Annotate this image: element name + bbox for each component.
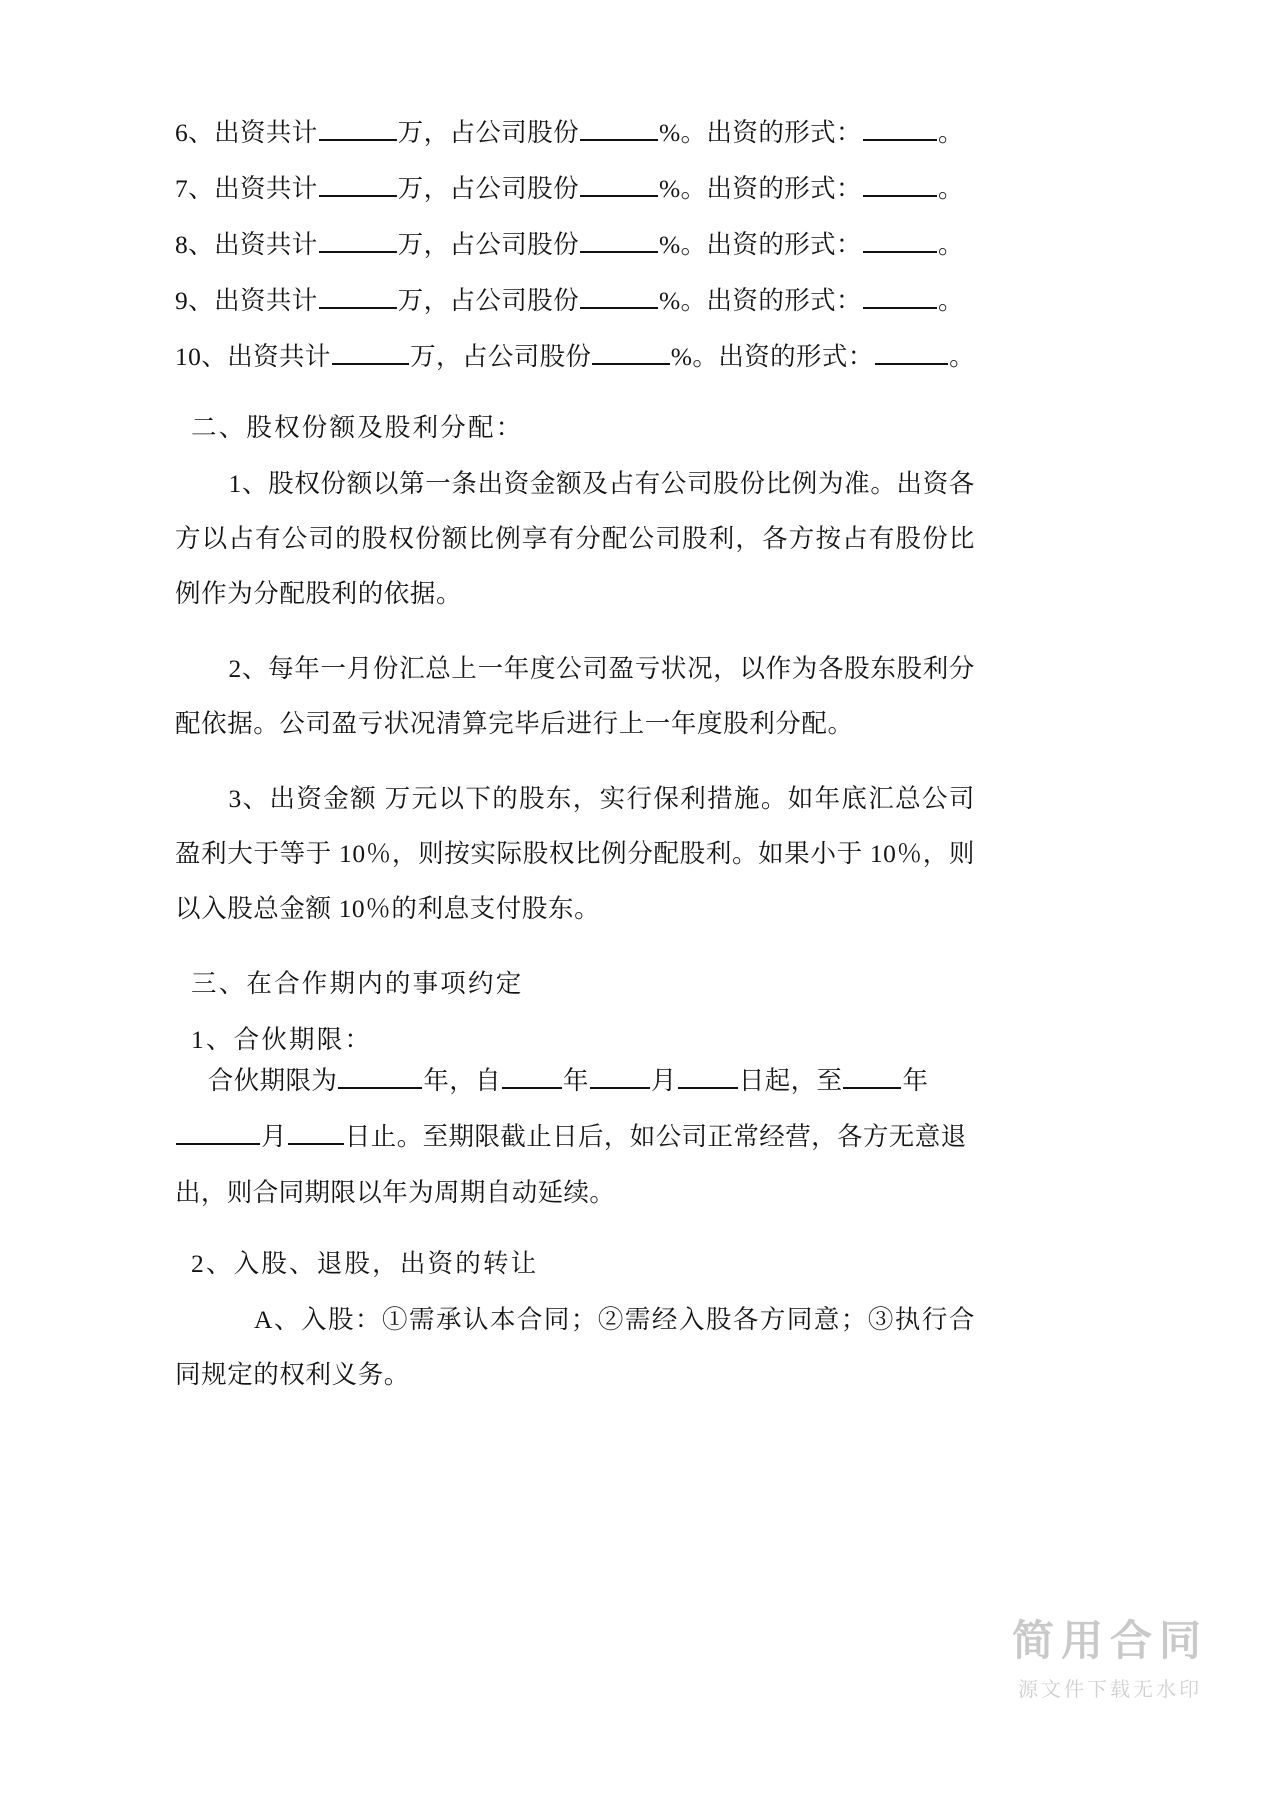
term-end-month-blank[interactable]: [176, 1127, 260, 1145]
capital-item-index: 8、: [175, 230, 215, 259]
term-end-year-blank[interactable]: [843, 1071, 901, 1089]
partnership-term-line-3: [175, 1180, 975, 1236]
capital-form-blank[interactable]: [863, 235, 937, 253]
capital-item-text-1: 出资共计: [214, 230, 318, 259]
capital-amount-blank[interactable]: [319, 291, 397, 309]
capital-item-text-3: %。出资的形式：: [658, 174, 862, 203]
capital-item-text-2: 万，占公司股份: [397, 174, 579, 203]
section-two-item-1: 1、股权份额以第一条出资金额及占有公司股份比例为准。出资各方以占有公司的股权份额比例享有分配公司股利，各方按占有股份比例作为分配股利的依据。: [175, 469, 975, 608]
term-text-7: 月: [261, 1122, 287, 1151]
capital-percent-blank[interactable]: [580, 291, 658, 309]
capital-amount-blank[interactable]: [332, 347, 409, 365]
capital-amount-blank[interactable]: [319, 235, 397, 253]
capital-item-row: [175, 120, 975, 176]
section-three-item2-title: 2、入股、退股，出资的转让: [191, 1249, 539, 1279]
term-years-blank[interactable]: [338, 1071, 422, 1089]
section-three-item1-title-row: [175, 1012, 975, 1068]
capital-percent-blank[interactable]: [592, 347, 669, 365]
capital-item-text-3: %。出资的形式：: [658, 286, 862, 315]
section-three-item2-title-row: [175, 1236, 975, 1292]
section-three-item1-title: 1、合伙期限：: [191, 1025, 373, 1055]
term-text-3: 年: [563, 1066, 589, 1095]
capital-item-text-3: %。出资的形式：: [658, 118, 862, 147]
capital-item-row: [175, 288, 975, 344]
term-text-8-part: 日止。至期限截止日后，如公司正常经营，各方无意退: [344, 1122, 967, 1151]
capital-item-text-1: 出资共计: [214, 286, 318, 315]
capital-item-index: 10、: [175, 342, 228, 371]
capital-item-row: [175, 232, 975, 288]
partnership-term-line-2: [175, 1124, 975, 1180]
capital-form-blank[interactable]: [863, 179, 937, 197]
capital-item-text-2: 万，占公司股份: [397, 118, 579, 147]
capital-item-text-4: 。: [937, 286, 964, 315]
capital-amount-blank[interactable]: [319, 123, 397, 141]
capital-item-text-4: 。: [937, 174, 964, 203]
capital-item-text-3: %。出资的形式：: [670, 342, 874, 371]
capital-percent-blank[interactable]: [580, 123, 658, 141]
term-text-5: 日起，至: [738, 1066, 843, 1095]
term-text-4: 月: [650, 1066, 677, 1095]
capital-item-text-4: 。: [949, 342, 975, 371]
capital-form-blank[interactable]: [863, 291, 937, 309]
capital-item-index: 9、: [175, 286, 215, 315]
section-three-heading: 三、在合作期内的事项约定: [191, 969, 524, 999]
partnership-term-line-1: [175, 1068, 975, 1124]
capital-item-text-2: 万，占公司股份: [410, 342, 592, 371]
section-two-item-3: 3、出资金额 万元以下的股东，实行保利措施。如年底汇总公司盈利大于等于 10％，则按实际股权比例分配股利。如果小于 10％，则以入股总金额 10％的利息支付股东。: [175, 784, 975, 923]
watermark-sub-text: 源文件下载无水印: [1017, 1679, 1202, 1701]
capital-item-text-1: 出资共计: [214, 174, 318, 203]
term-end-day-blank[interactable]: [288, 1127, 344, 1145]
capital-item-index: 6、: [175, 118, 215, 147]
section-two-heading-row: [175, 400, 975, 456]
document-content: [175, 120, 975, 1402]
capital-item-text-4: 。: [937, 118, 964, 147]
paragraph-gap: [175, 936, 975, 956]
paragraph-gap: [175, 751, 975, 771]
capital-item-row: [175, 176, 975, 232]
capital-items-list: [175, 120, 975, 400]
term-start-month-blank[interactable]: [590, 1071, 650, 1089]
capital-form-blank[interactable]: [863, 123, 937, 141]
section-two-heading: 二、股权份额及股利分配：: [191, 413, 524, 443]
section-two-item-2: 2、每年一月份汇总上一年度公司盈亏状况，以作为各股东股利分配依据。公司盈亏状况清算完毕后进行上一年度股利分配。: [175, 654, 975, 738]
capital-item-index: 7、: [175, 174, 215, 203]
section-three-heading-row: [175, 956, 975, 1012]
term-text-1: 合伙期限为: [207, 1066, 338, 1095]
capital-percent-blank[interactable]: [580, 179, 658, 197]
term-text-2: 年，自: [423, 1066, 502, 1095]
term-start-year-blank[interactable]: [502, 1071, 562, 1089]
watermark: [1011, 1616, 1208, 1702]
capital-item-row: [175, 344, 975, 400]
watermark-main-text: 简用合同: [1011, 1616, 1208, 1664]
capital-amount-blank[interactable]: [319, 179, 397, 197]
term-text-8-rest: 出，则合同期限以年为周期自动延续。: [175, 1178, 616, 1207]
capital-percent-blank[interactable]: [580, 235, 658, 253]
paragraph-gap: [175, 621, 975, 641]
capital-form-blank[interactable]: [875, 347, 948, 365]
capital-item-text-1: 出资共计: [214, 118, 318, 147]
capital-item-text-4: 。: [937, 230, 964, 259]
capital-item-text-2: 万，占公司股份: [397, 230, 579, 259]
capital-item-text-3: %。出资的形式：: [658, 230, 862, 259]
capital-item-text-1: 出资共计: [227, 342, 331, 371]
term-text-6: 年: [902, 1066, 929, 1095]
term-start-day-blank[interactable]: [678, 1071, 738, 1089]
section-three-item2-a: A、入股：①需承认本合同；②需经入股各方同意；③执行合同规定的权利义务。: [175, 1305, 975, 1389]
capital-item-text-2: 万，占公司股份: [397, 286, 579, 315]
